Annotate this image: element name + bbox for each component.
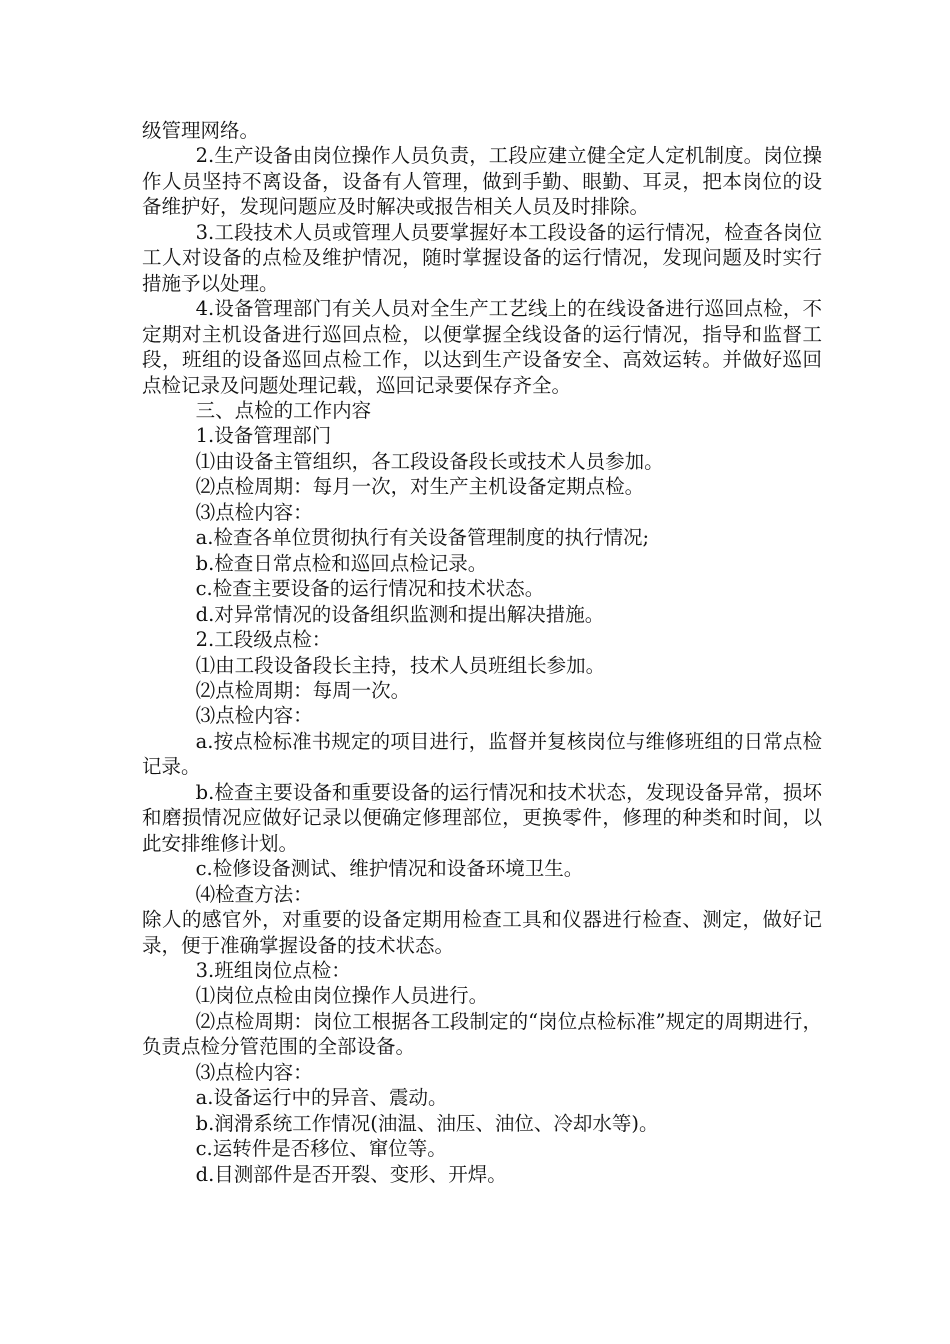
- list-item: c.检查主要设备的运行情况和技术状态。: [195, 577, 545, 601]
- list-item: d.对异常情况的设备组织监测和提出解决措施。: [195, 602, 605, 626]
- list-item: b.检查主要设备和重要设备的运行情况和技术状态，发现设备异常，损坏和磨损情况应做好记录以便确定修理部位，更换零件，修理的种类和时间，以此安排维修计划。: [142, 780, 822, 855]
- paragraph-4: 4.设备管理部门有关人员对全生产工艺线上的在线设备进行巡回点检，不定期对主机设备进行巡回点检，以便掌握全线设备的运行情况，指导和监督工段，班组的设备巡回点检工作，以达到生产设备安全、高效运转。并做好巡回点检记录及问题处理记载，巡回记录要保存齐全。: [142, 297, 822, 397]
- paragraph-1: 级管理网络。: [142, 119, 260, 142]
- list-item: c.运转件是否移位、窜位等。: [195, 1137, 447, 1161]
- document-page: [142, 118, 822, 1187]
- subheading-2: 2.工段级点检：: [195, 628, 332, 652]
- list-item: ⑷检查方法：: [195, 882, 313, 906]
- list-item: b.检查日常点检和巡回点检记录。: [195, 551, 488, 575]
- list-item: c.检修设备测试、维护情况和设备环境卫生。: [195, 857, 584, 881]
- list-item: ⑴由工段设备段长主持，技术人员班组长参加。: [195, 653, 606, 677]
- list-item: a.检查各单位贯彻执行有关设备管理制度的执行情况;: [195, 526, 650, 550]
- list-item: ⑵点检周期：每月一次，对生产主机设备定期点检。: [195, 475, 645, 499]
- list-item: b.润滑系统工作情况(油温、油压、油位、冷却水等)。: [195, 1111, 659, 1135]
- list-item: ⑵点检周期：每周一次。: [195, 678, 411, 702]
- list-item: d.目测部件是否开裂、变形、开焊。: [195, 1162, 507, 1186]
- list-item: ⑵点检周期：岗位工根据各工段制定的“岗位点检标准”规定的周期进行，负责点检分管范围的全部设备。: [142, 1009, 822, 1059]
- paragraph-method: 除人的感官外，对重要的设备定期用检查工具和仪器进行检查、测定，做好记录，便于准确掌握设备的技术状态。: [142, 908, 822, 957]
- list-item: ⑴由设备主管组织，各工段设备段长或技术人员参加。: [195, 449, 664, 473]
- subheading-3: 3.班组岗位点检：: [195, 958, 351, 982]
- paragraph-2: 2.生产设备由岗位操作人员负责，工段应建立健全定人定机制度。岗位操作人员坚持不离设备，设备有人管理，做到手勤、眼勤、耳灵，把本岗位的设备维护好，发现问题应及时解决或报告相关人员及时排除。: [142, 144, 822, 219]
- list-item: ⑶点检内容：: [195, 1060, 313, 1084]
- paragraph-3: 3.工段技术人员或管理人员要掌握好本工段设备的运行情况，检查各岗位工人对设备的点检及维护情况，随时掌握设备的运行情况，发现问题及时实行措施予以处理。: [142, 220, 822, 295]
- subheading-1: 1.设备管理部门: [195, 424, 332, 448]
- list-item: ⑶点检内容：: [195, 704, 313, 728]
- section-heading-3: 三、点检的工作内容: [195, 398, 372, 422]
- list-item: a.按点检标准书规定的项目进行，监督并复核岗位与维修班组的日常点检记录。: [142, 729, 822, 779]
- list-item: ⑴岗位点检由岗位操作人员进行。: [195, 984, 489, 1008]
- list-item: ⑶点检内容：: [195, 500, 313, 524]
- list-item: a.设备运行中的异音、震动。: [195, 1086, 448, 1110]
